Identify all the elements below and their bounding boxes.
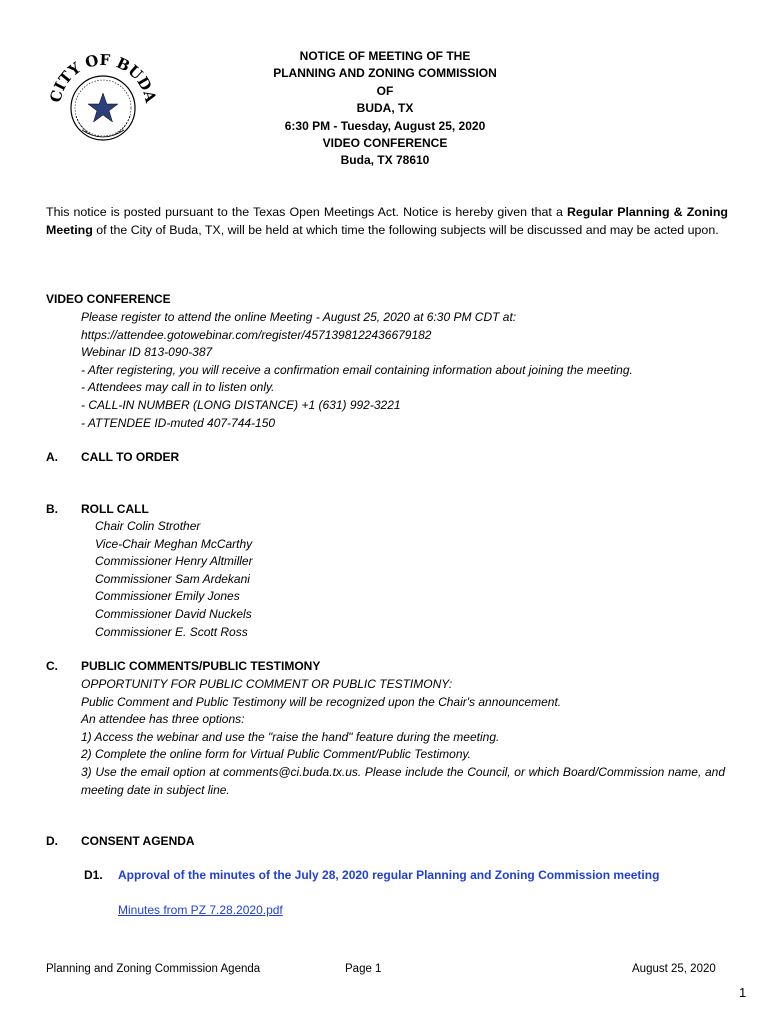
- pc-line: Public Comment and Public Testimony will be recognized upon the Chair's announcement.: [81, 694, 562, 709]
- item-d1-link[interactable]: Approval of the minutes of the July 28, 2020 regular Planning and Zoning Commission meeting: [118, 868, 660, 882]
- intro-paragraph: [46, 204, 728, 239]
- header-line: Buda, TX 78610: [340, 153, 430, 168]
- vc-line: Please register to attend the online Meeting - August 25, 2020 at 6:30 PM CDT at:: [81, 310, 517, 324]
- item-d1-number: D1.: [84, 868, 103, 882]
- list-item: Commissioner Emily Jones: [95, 589, 240, 604]
- list-item: Vice-Chair Meghan McCarthy: [95, 536, 253, 551]
- page-number: 1: [739, 985, 747, 1000]
- list-item: Commissioner E. Scott Ross: [95, 624, 248, 639]
- header-line: 6:30 PM - Tuesday, August 25, 2020: [284, 118, 486, 133]
- header-line: BUDA, TX: [356, 101, 414, 116]
- footer-date: August 25, 2020: [632, 963, 716, 975]
- section-d-title: CONSENT AGENDA: [81, 834, 195, 848]
- pc-line: OPPORTUNITY FOR PUBLIC COMMENT OR PUBLIC TESTIMONY:: [81, 677, 453, 691]
- list-item: Chair Colin Strother: [95, 519, 201, 533]
- minutes-attachment-link[interactable]: Minutes from PZ 7.28.2020.pdf: [118, 903, 283, 917]
- webinar-url[interactable]: https://attendee.gotowebinar.com/register/4571398122436679182: [81, 327, 432, 342]
- section-b-title: ROLL CALL: [81, 502, 149, 516]
- video-conference-details: [81, 309, 731, 432]
- section-c-title: PUBLIC COMMENTS/PUBLIC TESTIMONY: [81, 659, 321, 673]
- public-comment-details: [81, 676, 725, 799]
- notice-header: [240, 48, 530, 170]
- pc-line: 2) Complete the online form for Virtual Public Comment/Public Testimony.: [81, 747, 471, 762]
- seal-text: CITY OF BUDA: [46, 50, 160, 105]
- city-seal-logo: [46, 46, 160, 160]
- pc-option-3: 3) Use the email option at comments@ci.buda.tx.us. Please include the Council, or which Board/Commission name, and meeting date in subject line.: [81, 764, 725, 797]
- header-line: PLANNING AND ZONING COMMISSION: [273, 66, 497, 81]
- vc-line: - CALL-IN NUMBER (LONG DISTANCE) +1 (631) 992-3221: [81, 397, 401, 412]
- header-line: OF: [376, 83, 394, 98]
- section-a-letter: A.: [46, 450, 58, 464]
- list-item: Commissioner Sam Ardekani: [95, 571, 250, 586]
- list-item: Commissioner David Nuckels: [95, 606, 252, 621]
- footer-page: Page 1: [345, 963, 382, 975]
- section-b-letter: B.: [46, 502, 58, 516]
- section-a-title: CALL TO ORDER: [81, 450, 180, 464]
- meeting-type: Regular Planning & Zoning Meeting: [46, 205, 728, 237]
- header-line: VIDEO CONFERENCE: [322, 136, 448, 151]
- header-line: NOTICE OF MEETING OF THE: [299, 49, 471, 63]
- video-conference-title: VIDEO CONFERENCE: [46, 292, 171, 306]
- pc-line: 1) Access the webinar and use the "raise the hand" feature during the meeting.: [81, 729, 500, 744]
- pc-line: An attendee has three options:: [81, 712, 245, 727]
- seal-star-icon: [88, 93, 118, 122]
- section-d-letter: D.: [46, 834, 58, 848]
- vc-line: - Attendees may call in to listen only.: [81, 380, 275, 395]
- roll-call-list: [95, 518, 253, 641]
- vc-line: - After registering, you will receive a confirmation email containing information about joining the meeting.: [81, 362, 633, 377]
- footer-left: Planning and Zoning Commission Agenda: [46, 963, 261, 975]
- vc-line: Webinar ID 813-090-387: [81, 345, 213, 360]
- list-item: Commissioner Henry Altmiller: [95, 554, 253, 569]
- section-c-letter: C.: [46, 659, 58, 673]
- vc-line: - ATTENDEE ID-muted 407-744-150: [81, 415, 276, 430]
- intro-text-end: of the City of Buda, TX, will be held at which time the following subjects will be discussed and may be acted upon.: [92, 222, 719, 237]
- intro-text: This notice is posted pursuant to the Texas Open Meetings Act. Notice is hereby given that a: [46, 205, 567, 219]
